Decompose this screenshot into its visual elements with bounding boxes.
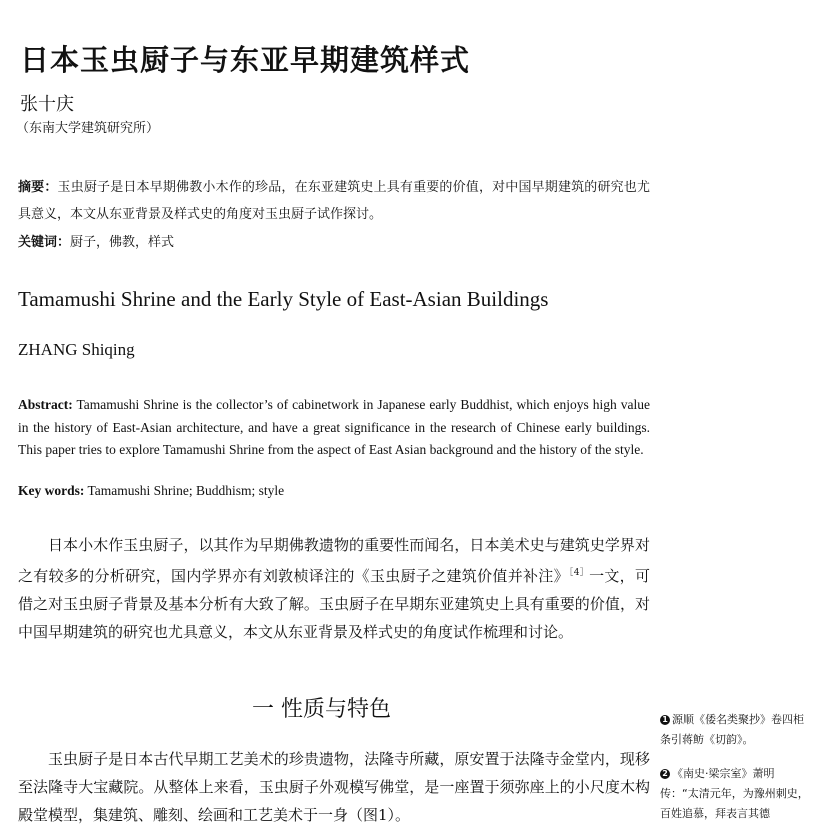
abstract-en bbox=[18, 394, 650, 462]
abstract-zh bbox=[18, 174, 650, 228]
abstract-label-zh: 摘要： bbox=[18, 180, 58, 195]
author-affiliation-zh: （东南大学建筑研究所） bbox=[16, 121, 160, 136]
section-heading: 一 性质与特色 bbox=[252, 697, 391, 722]
body-paragraph-1-part-a: 日本小木作玉虫厨子，以其作为早期佛教遗物的重要性而闻名，日本美术史与建筑史学界对之有较多的分析研究，国内学界亦有刘敦桢译注的《玉虫厨子之建筑价值并补注》 bbox=[18, 536, 650, 585]
keywords-label-zh: 关键词： bbox=[18, 235, 71, 250]
keywords-label-en: Key words: bbox=[18, 483, 85, 498]
body-paragraph-1 bbox=[18, 531, 650, 646]
footnote-marker: 1 bbox=[660, 715, 670, 725]
keywords-en bbox=[18, 483, 284, 499]
article-title-zh: 日本玉虫厨子与东亚早期建筑样式 bbox=[20, 43, 471, 77]
keywords-zh bbox=[18, 231, 174, 250]
abstract-text-en: Tamamushi Shrine is the collector’s of cabinetwork in Japanese early Buddhist, which enjoys high value in the history of East-Asian architecture, and have a great significance in the research of Chinese early buildings. This paper tries to explore Tamamushi Shrine from the aspect of East Asian background and the history of the style. bbox=[18, 397, 650, 457]
keywords-text-zh: 厨子，佛教，样式 bbox=[70, 235, 175, 250]
footnote-marker: 2 bbox=[660, 769, 670, 779]
author-name-en: ZHANG Shiqing bbox=[18, 340, 135, 359]
citation-ref: ［4］ bbox=[568, 568, 590, 578]
article-title-en: Tamamushi Shrine and the Early Style of East-Asian Buildings bbox=[18, 287, 549, 311]
body-paragraph-1-part-b: 一文，可借之对玉虫厨子背景及基本分析有大致了解。玉虫厨子在早期东亚建筑史上具有重要的价值，对中国早期建筑的研究也尤具意义，本文从东亚背景及样式史的角度试作梳理和讨论。 bbox=[18, 567, 650, 641]
abstract-text-zh: 玉虫厨子是日本早期佛教小木作的珍品，在东亚建筑史上具有重要的价值，对中国早期建筑的研究也尤具意义，本文从东亚背景及样式史的角度对玉虫厨子试作探讨。 bbox=[18, 180, 650, 222]
abstract-label-en: Abstract: bbox=[18, 397, 73, 412]
body-paragraph-2: 玉虫厨子是日本古代早期工艺美术的珍贵遗物，法隆寺所藏，原安置于法隆寺金堂内，现移至法隆寺大宝藏院。从整体上来看，玉虫厨子外观模写佛堂，是一座置于须弥座上的小尺度木构殿堂模型，集建筑、雕刻、绘画和工艺美术于一身（图1）。 bbox=[18, 750, 650, 824]
footnote-2 bbox=[660, 764, 810, 824]
footnote-text: 《南史·梁宗室》萧明传：“太清元年，为豫州刺史，百姓追慕，拜表言其德 bbox=[660, 767, 809, 820]
footnote-1 bbox=[660, 710, 810, 750]
keywords-text-en: Tamamushi Shrine; Buddhism; style bbox=[84, 483, 285, 498]
footnote-text: 源顺《倭名类聚抄》卷四柜条引蒋鲂《切韵》。 bbox=[660, 713, 804, 746]
author-name-zh: 张十庆 bbox=[20, 94, 74, 115]
